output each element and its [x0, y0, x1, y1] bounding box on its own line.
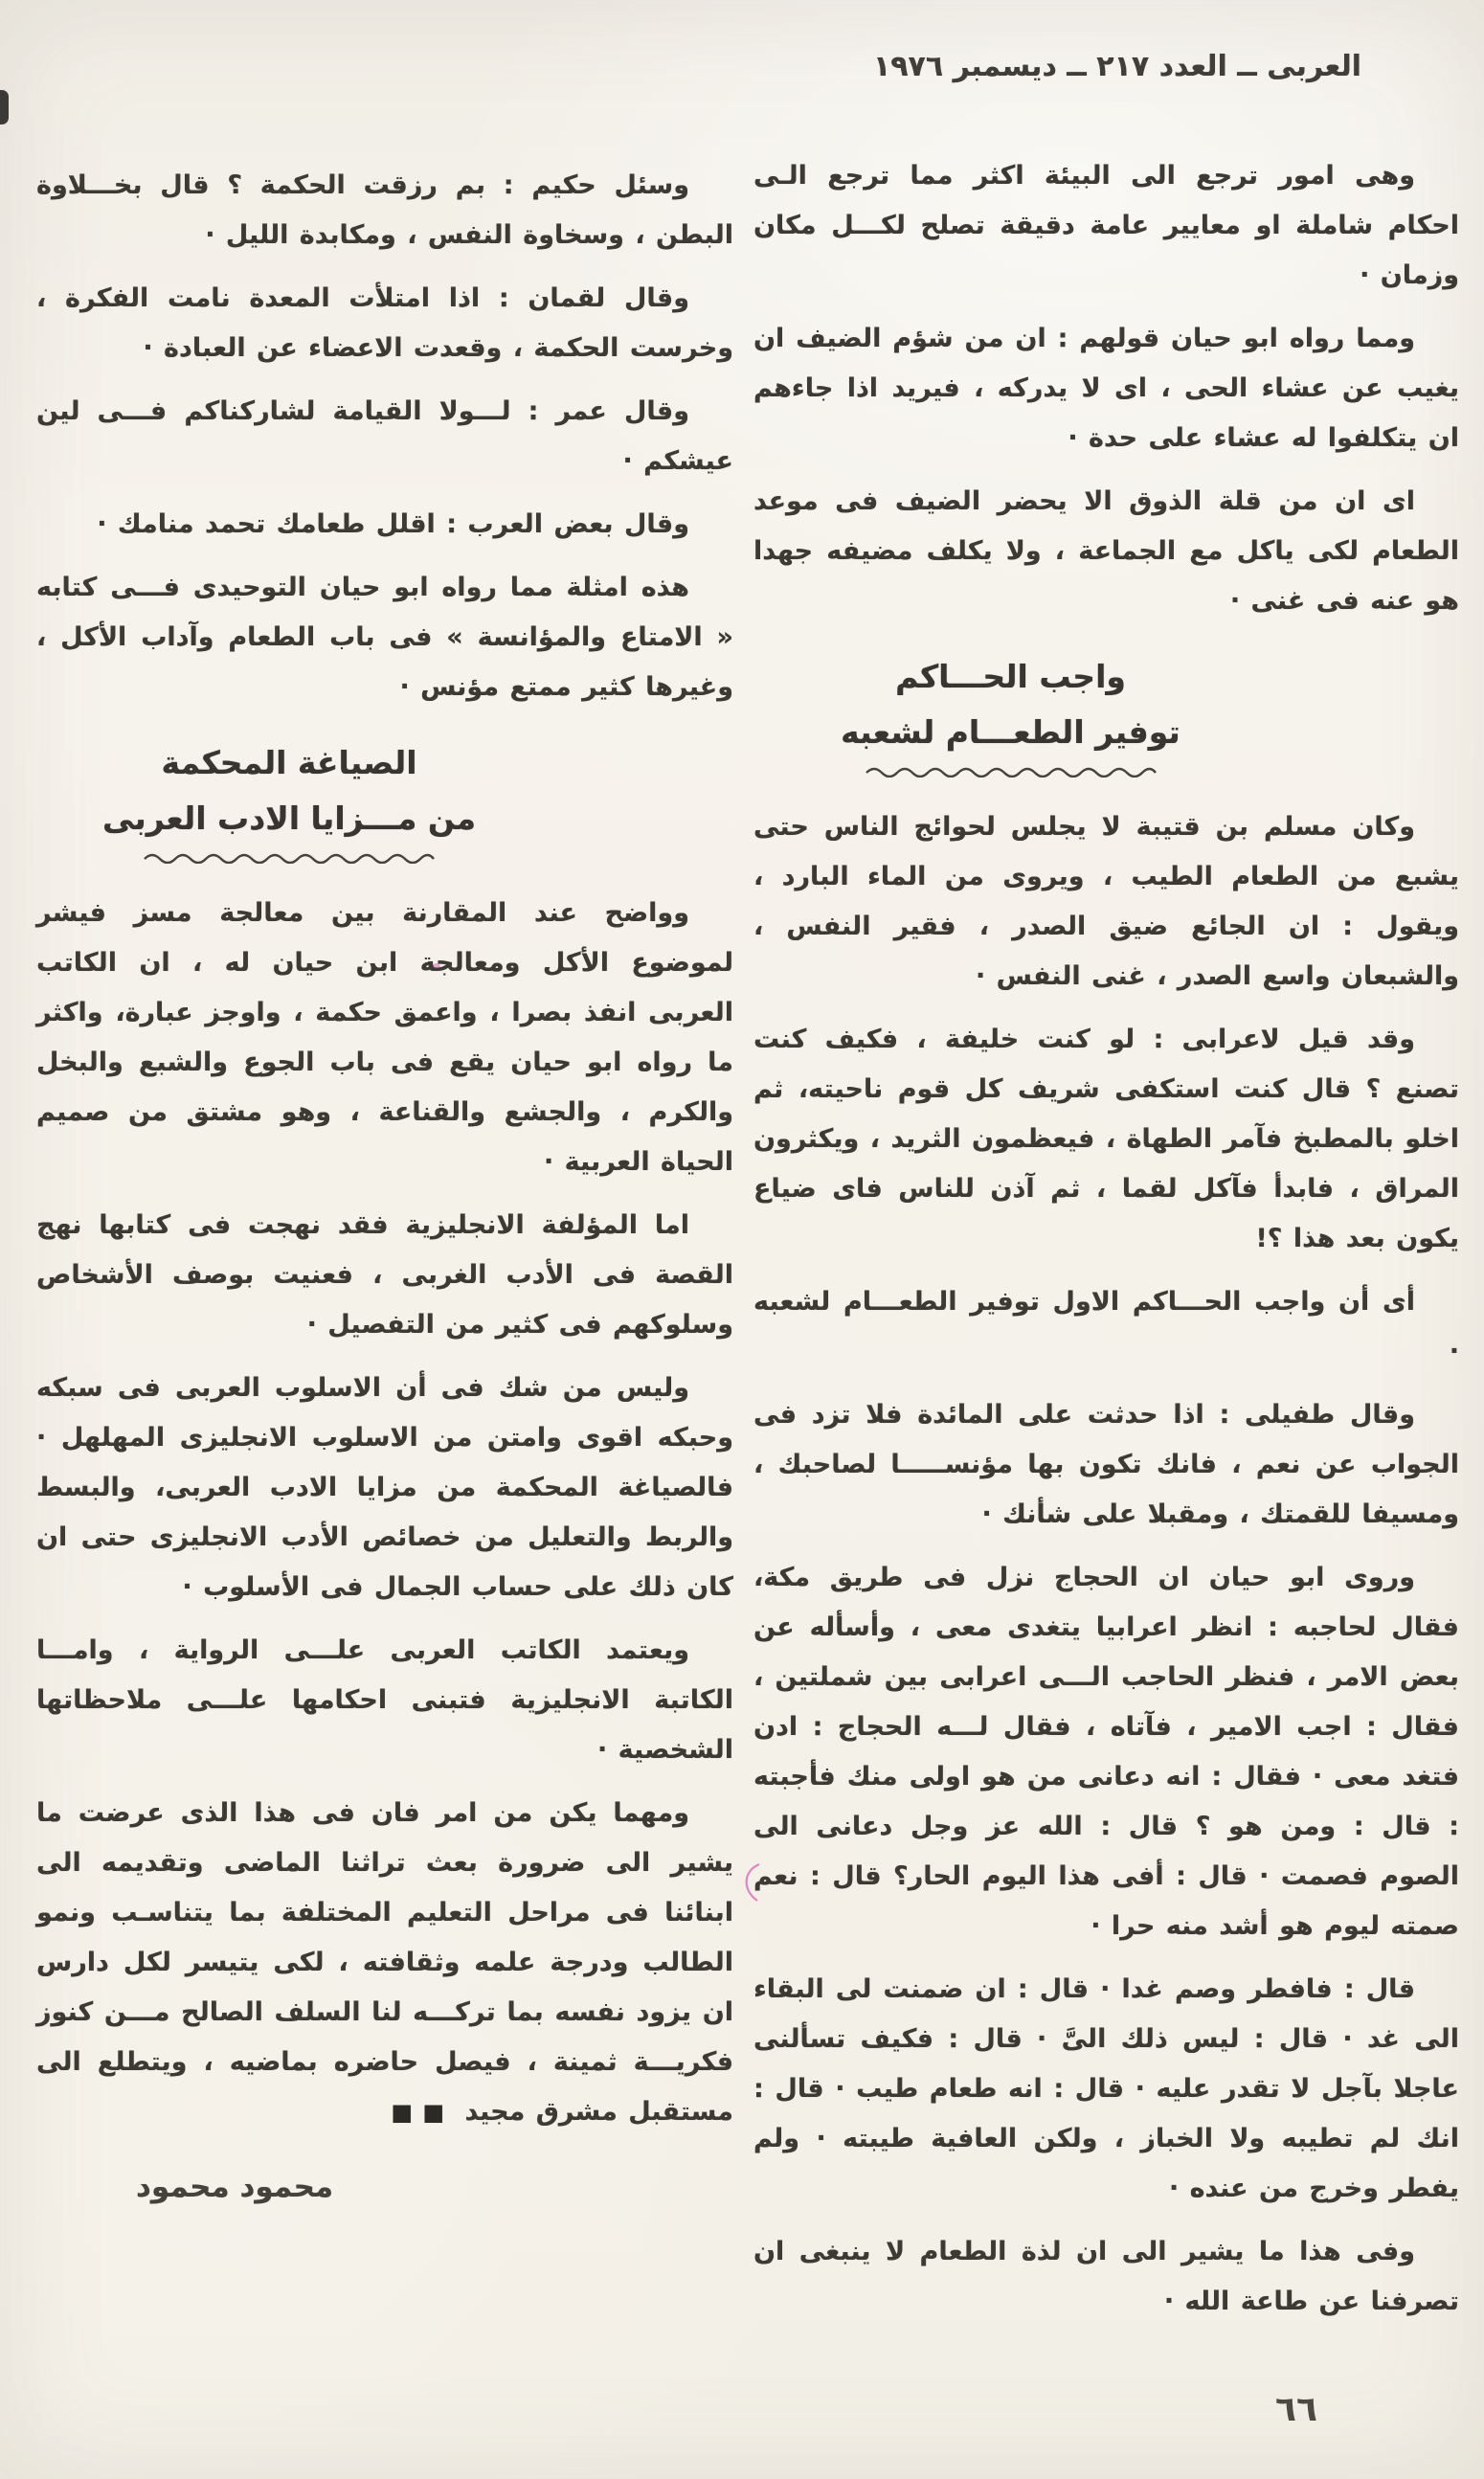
- paragraph: وقال بعض العرب : اقلل طعامك تحمد منامك ·: [97, 509, 689, 539]
- paragraph: ويعتمد الكاتب العربى علـــى الرواية ، وامـــا الكاتبة الانجليزية فتبنى احكامها علـــى ملاحظاتها الشخصية ·: [36, 1635, 733, 1765]
- section-heading-line: الصياغة المحكمة: [161, 744, 417, 781]
- paragraph: ومما رواه ابو حيان قولهم : ان من شؤم الضيف ان يغيب عن عشاء الحى ، اى لا يدركه ، فيريد اذا جاءهم ان يتكلفوا له عشاء على حدة ·: [753, 324, 1459, 453]
- paragraph: اما المؤلفة الانجليزية فقد نهجت فى كتابها نهج القصة فى الأدب الغربى ، فعنيت بوصف الأشخاص وسلوكهم فى كثير من التفصيل ·: [36, 1210, 733, 1340]
- section-heading-solid-composition: [0, 735, 638, 864]
- section-heading-line: واجب الحـــاكم: [895, 658, 1126, 695]
- paragraph: وليس من شك فى أن الاسلوب العربى فى سبكه وحبكه اقوى وامتن من الاسلوب الانجليزى المهلهل · فالصياغة المحكمة من مزايا الادب العربى، والبسط والربط والتعليل من خصائص الأدب الانجليزى حتى ان كان ذلك على حساب الجمال فى الأسلوب ·: [36, 1373, 733, 1602]
- paragraph: هذه امثلة مما رواه ابو حيان التوحيدى فـــى كتابه « الامتاع والمؤانسة » فى باب الطعام وآداب الأكل ، وغيرها كثير ممتع مؤنس ·: [36, 573, 733, 702]
- paragraph: وسئل حكيم : بم رزقت الحكمة ؟ قال بخـــلاوة البطن ، وسخاوة النفس ، ومكابدة الليل ·: [36, 170, 733, 250]
- column-right: [753, 151, 1459, 2340]
- paragraph: قال : فافطر وصم غدا · قال : ان ضمنت لى البقاء الى غد · قال : ليس ذلك الىَّ · قال : فكيف تسألنى عاجلا بآجل لا تقدر عليه · قال : انه طعام طيب · قال : انك لم تطيبه ولا الخباز ، ولكن العافية طيبته · ولم يفطر وخرج من عنده ·: [753, 1974, 1459, 2203]
- paragraph: وكان مسلم بن قتيبة لا يجلس لحوائج الناس حتى يشبع من الطعام الطيب ، ويروى من الماء البارد ، ويقول : ان الجائع ضيق الصدر ، فقير النفس ، والشبعان واسع الصدر ، غنى النفس ·: [753, 812, 1459, 991]
- section-heading-line: توفير الطعـــام لشعبه: [841, 713, 1180, 751]
- paragraph: وهى امور ترجع الى البيئة اكثر مما ترجع الـى احكام شاملة او معايير عامة دقيقة تصلح لكـــل مكان وزمان ·: [753, 161, 1459, 290]
- section-heading-line: من مـــزايا الادب العربى: [101, 800, 477, 837]
- paragraph: وقد قيل لاعرابى : لو كنت خليفة ، فكيف كنت تصنع ؟ قال كنت استكفى شريف كل قوم ناحيته، ثم اخلو بالمطبخ فآمر الطهاة ، فيعظمون الثريد ، ويكثرون المراق ، فابدأ فآكل لقما ، ثم آذن للناس فاى ضياع يكون بعد هذا ؟!: [753, 1025, 1459, 1253]
- paragraph-text: ومهما يكن من امر فان فى هذا الذى عرضت ما يشير الى ضرورة بعث تراثنا الماضى وتقديمه الى ابنائنا فى مراحل التعليم المختلفة بما يتناسـب ونمو الطالب ودرجة علمه وثقافته ، لكى يتيسر لكل دارس ان يزود نفسه بما تركـــه لنا السلف الصالح مـــن كنوز فكريـــة ثمينة ، فيصل حاضره بماضيه ، ويتطلع الى مستقبل مشرق مجيد: [36, 1798, 733, 2127]
- author-signature: محمود محمود: [136, 2170, 334, 2204]
- wavy-underline: [142, 850, 437, 864]
- section-heading-ruler-duty: [658, 649, 1363, 778]
- paragraph: وفى هذا ما يشير الى ان لذة الطعام لا ينبغى ان تصرفنا عن طاعة الله ·: [753, 2237, 1459, 2316]
- paragraph: [36, 1789, 733, 2137]
- paragraph: وقال لقمان : اذا امتلأت المعدة نامت الفكرة ، وخرست الحكمة ، وقعدت الاعضاء عن العبادة ·: [36, 283, 733, 363]
- paragraph: وقال طفيلى : اذا حدثت على المائدة فلا تزد فى الجواب عن نعم ، فانك تكون بها مؤنســـــا لصاحبك ، ومسيفا للقمتك ، ومقبلا على شأنك ·: [753, 1400, 1459, 1529]
- column-left: [36, 161, 733, 2204]
- wavy-underline: [864, 764, 1158, 778]
- page-header: العربى ــ العدد ٢١٧ ــ ديسمبر ١٩٧٦: [872, 50, 1361, 83]
- paragraph: وقال عمر : لـــولا القيامة لشاركناكم فـــى لين عيشكم ·: [36, 396, 733, 476]
- page-number: ٦٦: [1275, 2390, 1317, 2429]
- paragraph: وواضح عند المقارنة بين معالجة مسز فيشر لموضوع الأكل ومعالجة ابن حيان له ، ان الكاتب العربى انفذ بصرا ، واعمق حكمة ، واوجز عبارة، واكثر ما رواه ابو حيان يقع فى باب الجوع والشبع والبخل والكرم ، والجشع والقناعة ، وهو مشتق من صميم الحياة العربية ·: [36, 898, 733, 1177]
- paragraph: وروى ابو حيان ان الحجاج نزل فى طريق مكة، فقال لحاجبه : انظر اعرابيا يتغدى معى ، وأسأله عن بعض الامر ، فنظر الحاجب الـــى اعرابى بين شملتين ، فقال : اجب الامير ، فآتاه ، فقال لـــه الحجاج : ادن فتغد معى · فقال : انه دعانى من هو اولى منك فأجبته : قال : ومن هو ؟ قال : الله عز وجل دعانى الى الصوم فصمت · قال : أفى هذا اليوم الحار؟ قال : نعم صمته ليوم هو أشد منه حرا ·: [753, 1563, 1459, 1941]
- paragraph: اى ان من قلة الذوق الا يحضر الضيف فى موعد الطعام لكى ياكل مع الجماعة ، ولا يكلف مضيفه جهدا هو عنه فى غنى ·: [753, 486, 1459, 616]
- paragraph: أى أن واجب الحـــاكم الاول توفير الطعـــام لشعبه ·: [753, 1287, 1459, 1366]
- end-of-article-squares-icon: ■ ■: [391, 2099, 445, 2126]
- scan-smudge-artifact: [0, 90, 9, 124]
